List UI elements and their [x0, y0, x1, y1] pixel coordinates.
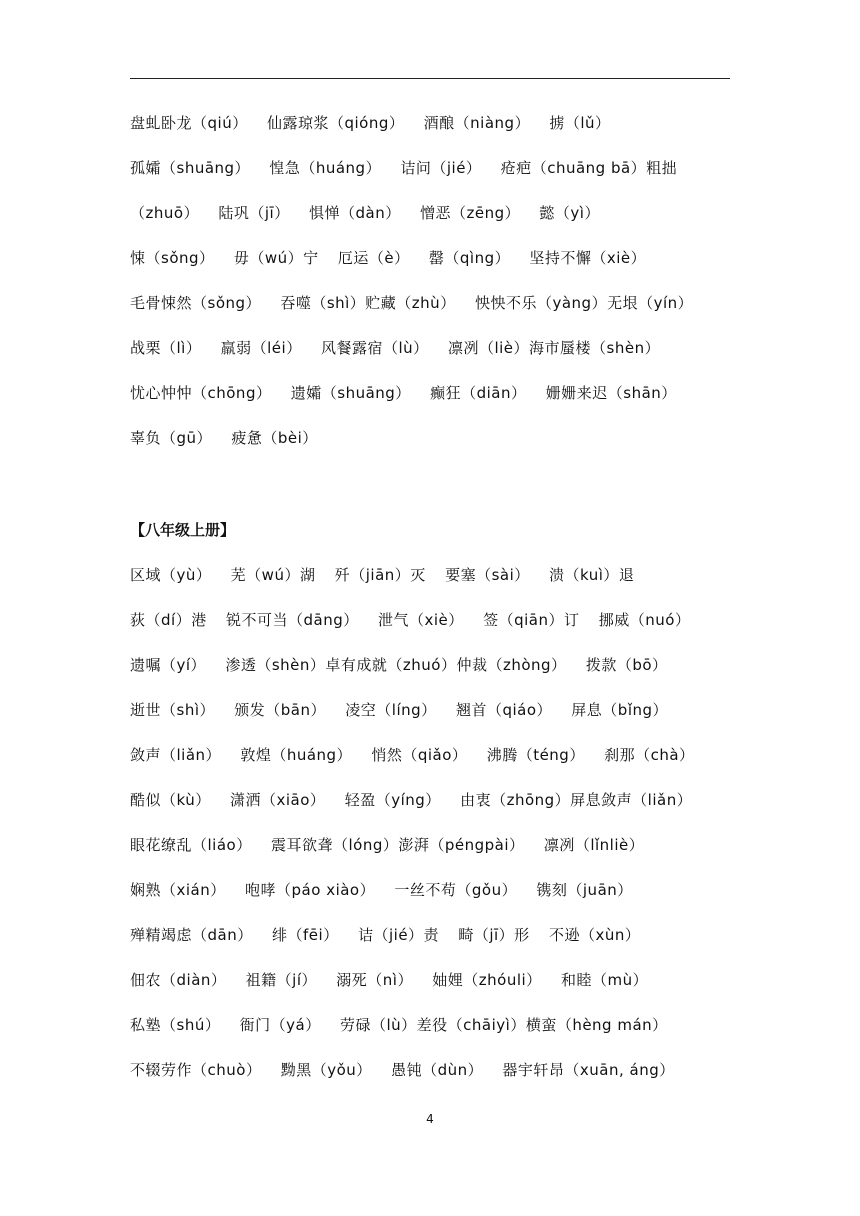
vocab-item: 区域（yù）: [130, 566, 212, 584]
vocab-item: 私塾（shú）: [130, 1016, 221, 1034]
vocab-item: 盘虬卧龙（qiú）: [130, 114, 248, 132]
vocab-line: [130, 868, 730, 913]
vocab-item: 敛声（liǎn）: [130, 746, 222, 764]
vocab-item: 眼花缭乱（liáo）: [130, 836, 252, 854]
vocab-item: 遗孀（shuāng）: [290, 384, 411, 402]
vocab-item: 刹那（chà）: [604, 746, 695, 764]
vocab-item: 战栗（lì）: [130, 339, 202, 357]
vocab-item: 佃农（diàn）: [130, 971, 227, 989]
vocab-item: 凌空（líng）: [345, 701, 437, 719]
vocab-item: 憎恶（zēng）: [420, 204, 521, 222]
vocab-item: 歼（jiān）灭: [334, 566, 426, 584]
vocab-item: 厄运（è）: [337, 249, 410, 267]
vocab-item: 悚（sǒng）: [130, 249, 215, 267]
vocab-item: 毋（wú）宁: [233, 249, 319, 267]
vocab-item: 遗嘱（yí）: [130, 656, 207, 674]
vocab-item: 挪威（nuó）: [598, 611, 691, 629]
vocab-item: 轻盈（yíng）: [344, 791, 441, 809]
vocab-line: [130, 733, 730, 778]
vocab-item: 凛冽（lǐnliè）: [543, 836, 645, 854]
vocab-item: 忧心忡忡（chōng）: [130, 384, 272, 402]
vocab-item: 陆巩（jī）: [218, 204, 290, 222]
vocab-item: （zhuō）: [130, 204, 200, 222]
section-grade8-vocab: [130, 508, 730, 1093]
vocab-item: 咆哮（páo xiào）: [245, 881, 376, 899]
vocab-line: [130, 823, 730, 868]
vocab-item: 癫狂（diān）: [430, 384, 527, 402]
vocab-item: 惧惮（dàn）: [308, 204, 401, 222]
vocab-item: 殚精竭虑（dān）: [130, 926, 253, 944]
vocab-item: 怏怏不乐（yàng）无垠（yín）: [474, 294, 694, 312]
vocab-item: 愚钝（dùn）: [391, 1061, 484, 1079]
vocab-line: [130, 553, 730, 598]
vocab-item: 坚持不懈（xiè）: [529, 249, 647, 267]
vocab-item: 和睦（mù）: [560, 971, 649, 989]
vocab-item: 风餐露宿（lù）: [320, 339, 429, 357]
vocab-line: [130, 146, 730, 191]
vocab-line: [130, 1003, 730, 1048]
vocab-item: 毛骨悚然（sǒng）: [130, 294, 262, 312]
vocab-item: 疮疤（chuāng bā）粗拙: [500, 159, 678, 177]
vocab-item: 罄（qìng）: [428, 249, 511, 267]
vocab-item: 拨款（bō）: [585, 656, 668, 674]
vocab-item: 疲惫（bèi）: [231, 429, 318, 447]
vocab-line: [130, 958, 730, 1003]
vocab-item: 凛冽（liè）海市蜃楼（shèn）: [447, 339, 661, 357]
vocab-item: 逝世（shì）: [130, 701, 215, 719]
vocab-item: 悄然（qiǎo）: [371, 746, 468, 764]
vocab-item: 惶急（huáng）: [269, 159, 382, 177]
vocab-item: 不逊（xùn）: [548, 926, 641, 944]
vocab-item: 吞噬（shì）贮藏（zhù）: [280, 294, 456, 312]
vocab-item: 震耳欲聋（lóng）澎湃（péngpài）: [271, 836, 525, 854]
vocab-line: [130, 778, 730, 823]
vocab-line: [130, 191, 730, 236]
vocab-item: 溃（kuì）退: [549, 566, 635, 584]
vocab-item: 劳碌（lù）差役（chāiyì）横蛮（hèng mán）: [339, 1016, 668, 1034]
vocab-item: 掳（lǔ）: [549, 114, 611, 132]
vocab-item: 黝黑（yǒu）: [280, 1061, 372, 1079]
vocab-item: 辜负（gū）: [130, 429, 213, 447]
vocab-item: 不辍劳作（chuò）: [130, 1061, 262, 1079]
vocab-item: 敦煌（huáng）: [240, 746, 353, 764]
vocab-item: 衙门（yá）: [239, 1016, 321, 1034]
vocab-item: 沸腾（téng）: [486, 746, 585, 764]
vocab-item: 酷似（kù）: [130, 791, 211, 809]
vocab-item: 酒酿（niàng）: [423, 114, 531, 132]
vocab-item: 溺死（nì）: [336, 971, 413, 989]
vocab-item: 羸弱（léi）: [220, 339, 302, 357]
vocab-item: 懿（yì）: [539, 204, 600, 222]
vocab-item: 由衷（zhōng）屏息敛声（liǎn）: [460, 791, 693, 809]
vocab-item: 绯（fēi）: [272, 926, 339, 944]
vocab-item: 渗透（shèn）卓有成就（zhuó）仲裁（zhòng）: [225, 656, 567, 674]
header-rule: [130, 78, 730, 79]
vocab-line: [130, 598, 730, 643]
vocab-line: [130, 101, 730, 146]
vocab-item: 镌刻（juān）: [536, 881, 633, 899]
vocab-item: 祖籍（jí）: [245, 971, 318, 989]
vocab-item: 签（qiān）订: [483, 611, 580, 629]
vocab-item: 屏息（bǐng）: [571, 701, 669, 719]
vocab-item: 仙露琼浆（qióng）: [266, 114, 405, 132]
vocab-item: 芜（wú）湖: [230, 566, 316, 584]
vocab-line: [130, 371, 730, 416]
vocab-item: 锐不可当（dāng）: [225, 611, 359, 629]
vocab-line: [130, 913, 730, 958]
section-heading: 【八年级上册】: [130, 521, 236, 539]
vocab-line: [130, 688, 730, 733]
vocab-item: 诘问（jié）: [400, 159, 482, 177]
vocab-item: 泄气（xiè）: [378, 611, 464, 629]
vocab-item: 畸（jī）形: [458, 926, 530, 944]
vocab-item: 娴熟（xián）: [130, 881, 226, 899]
vocab-item: 一丝不苟（gǒu）: [394, 881, 518, 899]
vocab-item: 荻（dí）港: [130, 611, 207, 629]
vocab-item: 孤孀（shuāng）: [130, 159, 251, 177]
vocab-line: [130, 281, 730, 326]
vocab-item: 诘（jié）责: [357, 926, 440, 944]
vocab-item: 翘首（qiáo）: [455, 701, 553, 719]
vocab-item: 妯娌（zhóuli）: [432, 971, 542, 989]
vocab-line: [130, 643, 730, 688]
vocab-item: 器宇轩昂（xuān, áng）: [502, 1061, 675, 1079]
vocab-item: 颁发（bān）: [234, 701, 327, 719]
vocab-line: [130, 326, 730, 371]
vocab-line: [130, 416, 730, 461]
page-number: 4: [426, 1112, 434, 1126]
vocab-line: [130, 236, 730, 281]
vocab-line: [130, 1048, 730, 1093]
vocab-item: 潇洒（xiāo）: [230, 791, 326, 809]
vocab-item: 姗姗来迟（shān）: [545, 384, 677, 402]
section-grade7-vocab: [130, 101, 730, 461]
vocab-item: 要塞（sài）: [445, 566, 530, 584]
